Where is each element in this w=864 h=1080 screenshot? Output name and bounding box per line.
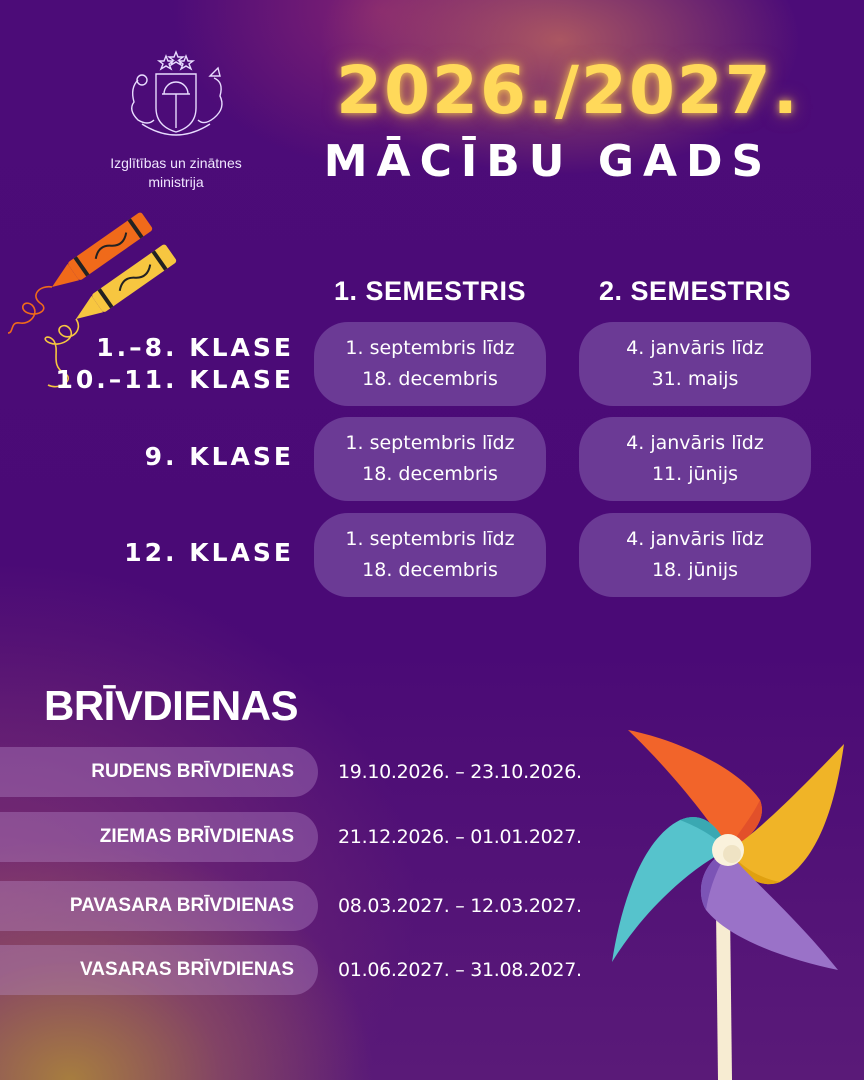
date-line: 18. decembris — [362, 559, 498, 581]
semester-1-dates-row-2 — [314, 417, 546, 501]
ministry-logo — [96, 50, 256, 192]
date-line: 4. janvāris līdz — [626, 337, 764, 359]
holiday-dates-summer: 01.06.2027. – 31.08.2027. — [338, 959, 582, 981]
date-line: 31. maijs — [651, 368, 739, 390]
date-line: 18. jūnijs — [651, 559, 739, 581]
holiday-dates-autumn: 19.10.2026. – 23.10.2026. — [338, 761, 582, 783]
date-line: 4. janvāris līdz — [626, 528, 764, 550]
date-line: 1. septembris līdz — [345, 337, 515, 359]
date-line: 1. septembris līdz — [345, 432, 515, 454]
semester-2-dates-row-1 — [579, 322, 811, 406]
semester-1-header: 1. SEMESTRIS — [333, 276, 527, 306]
school-year-subtitle: MĀCĪBU GADS — [323, 136, 773, 187]
holiday-dates-spring: 08.03.2027. – 12.03.2027. — [338, 895, 582, 917]
school-year-title: 2026./2027. — [336, 52, 800, 129]
semester-2-dates-row-2 — [579, 417, 811, 501]
date-line: 18. decembris — [362, 463, 498, 485]
date-line: 11. jūnijs — [651, 463, 739, 485]
class-label-line: 1.–8. KLASE — [96, 333, 294, 362]
semester-1-dates-row-1 — [314, 322, 546, 406]
holiday-label-spring: PAVASARA BRĪVDIENAS — [0, 881, 318, 931]
class-label-1-8-10-11 — [55, 332, 294, 396]
holiday-label-autumn: RUDENS BRĪVDIENAS — [0, 747, 318, 797]
date-line: 4. janvāris līdz — [626, 432, 764, 454]
date-line: 18. decembris — [362, 368, 498, 390]
class-label-line: 10.–11. KLASE — [55, 365, 294, 394]
ministry-name-line2: ministrija — [148, 174, 204, 190]
class-label-9 — [145, 441, 294, 473]
class-label-line: 12. KLASE — [124, 538, 294, 567]
pinwheel-icon — [600, 710, 864, 1080]
date-line: 1. septembris līdz — [345, 528, 515, 550]
semester-2-header: 2. SEMESTRIS — [598, 276, 792, 306]
class-label-12 — [124, 537, 294, 569]
holiday-dates-winter: 21.12.2026. – 01.01.2027. — [338, 826, 582, 848]
holiday-label-summer: VASARAS BRĪVDIENAS — [0, 945, 318, 995]
class-label-line: 9. KLASE — [144, 442, 294, 471]
latvia-coat-of-arms-icon — [118, 50, 234, 146]
holidays-title: BRĪVDIENAS — [44, 682, 299, 729]
ministry-name-line1: Izglītības un zinātnes — [110, 155, 242, 171]
semester-2-dates-row-3 — [579, 513, 811, 597]
semester-1-dates-row-3 — [314, 513, 546, 597]
holiday-label-winter: ZIEMAS BRĪVDIENAS — [0, 812, 318, 862]
